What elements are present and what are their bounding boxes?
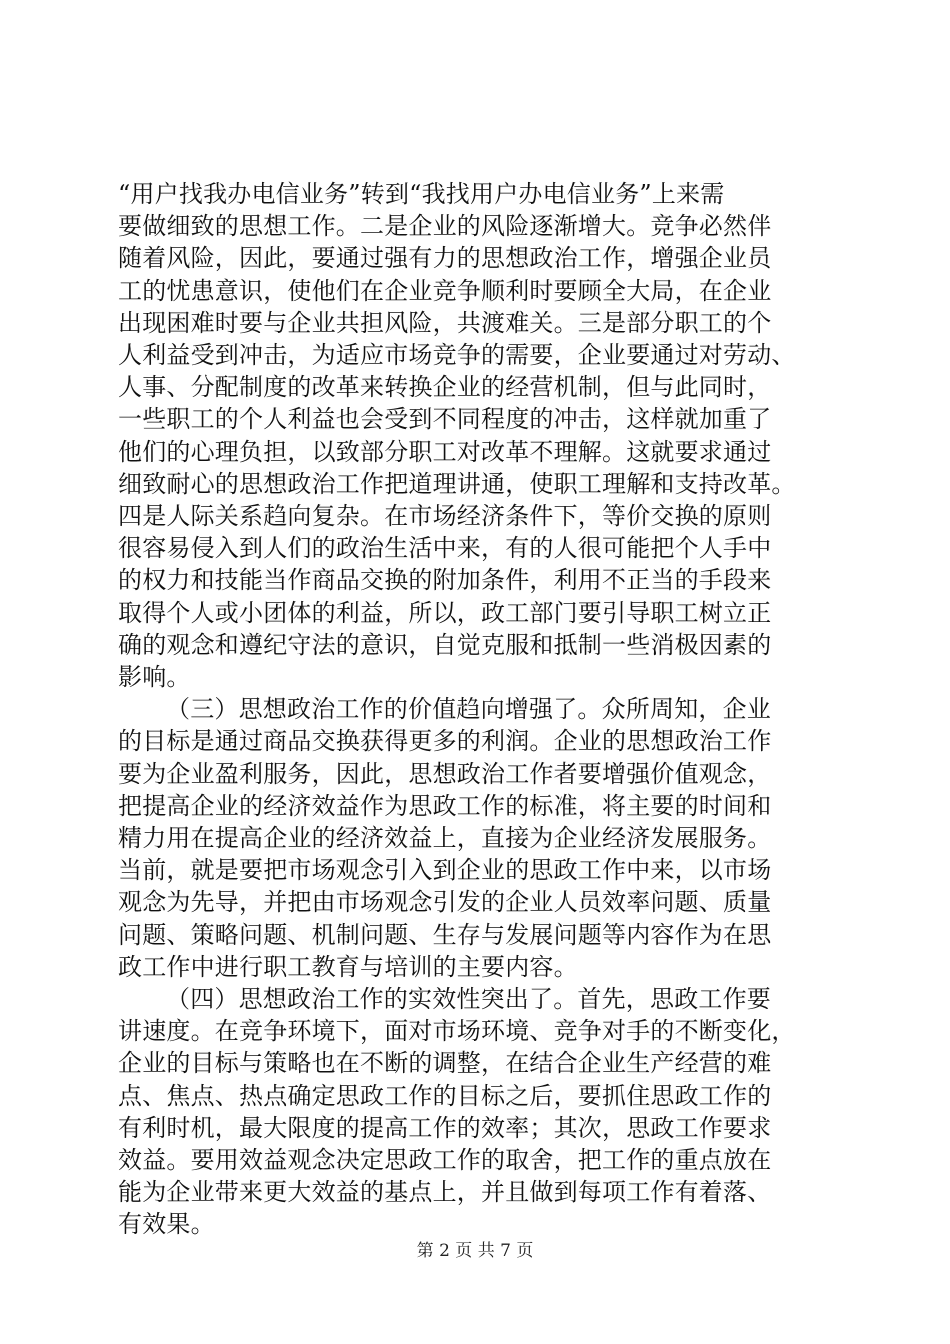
text-line: 问题、策略问题、机制问题、生存与发展问题等内容作为在思 xyxy=(118,921,772,949)
text-line: 他们的心理负担，以致部分职工对改革不理解。这就要求通过 xyxy=(118,438,772,466)
text-line: 四是人际关系趋向复杂。在市场经济条件下，等价交换的原则 xyxy=(118,502,772,530)
text-line: 能为企业带来更大效益的基点上，并且做到每项工作有着落、 xyxy=(118,1178,772,1206)
text-line: 要做细致的思想工作。二是企业的风险逐渐增大。竞争必然伴 xyxy=(118,212,772,240)
text-line: 观念为先导，并把由市场观念引发的企业人员效率问题、质量 xyxy=(118,888,772,916)
text-line: 很容易侵入到人们的政治生活中来，有的人很可能把个人手中 xyxy=(118,534,772,562)
text-line: 细致耐心的思想政治工作把道理讲通，使职工理解和支持改革。 xyxy=(118,470,796,498)
text-line: 效益。要用效益观念决定思政工作的取舍，把工作的重点放在 xyxy=(118,1146,772,1174)
section-heading-line: （四）思想政治工作的实效性突出了。首先，思政工作要 xyxy=(166,985,771,1013)
section-heading-line: （三）思想政治工作的价值趋向增强了。众所周知，企业 xyxy=(166,695,771,723)
text-line: 人利益受到冲击，为适应市场竞争的需要，企业要通过对劳动、 xyxy=(118,341,796,369)
text-line: 随着风险，因此，要通过强有力的思想政治工作，增强企业员 xyxy=(118,244,772,272)
text-line: 有利时机，最大限度的提高工作的效率；其次，思政工作要求 xyxy=(118,1114,772,1142)
text-line: 影响。 xyxy=(118,663,191,691)
text-line: 工的忧患意识，使他们在企业竞争顺利时要顾全大局，在企业 xyxy=(118,277,772,305)
page-number-footer: 第 2 页 共 7 页 xyxy=(416,1241,534,1261)
text-line: 当前，就是要把市场观念引入到企业的思政工作中来，以市场 xyxy=(118,856,772,884)
text-line: 讲速度。在竞争环境下，面对市场环境、竞争对手的不断变化， xyxy=(118,1017,796,1045)
text-line: “用户找我办电信业务”转到“我找用户办电信业务”上来需 xyxy=(118,180,725,208)
text-line: 要为企业盈利服务，因此，思想政治工作者要增强价值观念， xyxy=(118,760,772,788)
text-line: 确的观念和遵纪守法的意识，自觉克服和抵制一些消极因素的 xyxy=(118,631,772,659)
text-line: 点、焦点、热点确定思政工作的目标之后，要抓住思政工作的 xyxy=(118,1082,772,1110)
text-line: 政工作中进行职工教育与培训的主要内容。 xyxy=(118,953,578,981)
text-line: 出现困难时要与企业共担风险，共渡难关。三是部分职工的个 xyxy=(118,309,772,337)
text-line: 人事、分配制度的改革来转换企业的经营机制，但与此同时， xyxy=(118,373,772,401)
text-line: 有效果。 xyxy=(118,1210,215,1238)
text-line: 取得个人或小团体的利益，所以，政工部门要引导职工树立正 xyxy=(118,599,772,627)
text-line: 企业的目标与策略也在不断的调整，在结合企业生产经营的难 xyxy=(118,1049,772,1077)
text-line: 的目标是通过商品交换获得更多的利润。企业的思想政治工作 xyxy=(118,727,772,755)
text-line: 的权力和技能当作商品交换的附加条件，利用不正当的手段来 xyxy=(118,566,772,594)
text-line: 精力用在提高企业的经济效益上，直接为企业经济发展服务。 xyxy=(118,824,772,852)
text-line: 一些职工的个人利益也会受到不同程度的冲击，这样就加重了 xyxy=(118,405,772,433)
text-line: 把提高企业的经济效益作为思政工作的标准，将主要的时间和 xyxy=(118,792,772,820)
